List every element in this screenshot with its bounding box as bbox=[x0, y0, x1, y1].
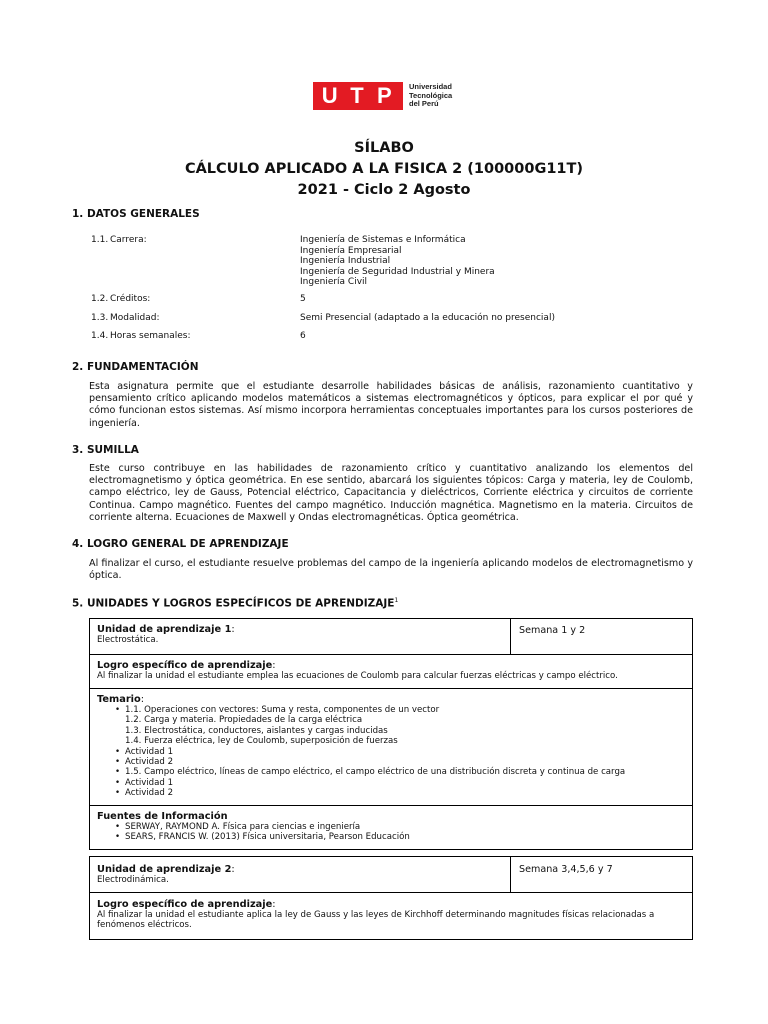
unit-1-fuentes-list bbox=[97, 822, 685, 843]
bullet-icon: • bbox=[115, 777, 121, 788]
section-heading-logro-general: 4. LOGRO GENERAL DE APRENDIZAJE bbox=[72, 538, 289, 550]
row-value: Ingeniería de Sistemas e Informática bbox=[300, 235, 466, 245]
row-number: 1.4. bbox=[91, 331, 109, 341]
temario-item-text: 1.4. Fuerza eléctrica, ley de Coulomb, superposición de fuerzas bbox=[125, 736, 398, 747]
bullet-icon: • bbox=[115, 757, 121, 768]
unit-2-divider bbox=[510, 857, 511, 892]
unit-1-fuentes-cell bbox=[90, 805, 692, 850]
unit-1-fuentes-label: Fuentes de Información bbox=[97, 811, 228, 822]
bullet-icon: • bbox=[115, 822, 121, 832]
bullet-icon: • bbox=[115, 746, 121, 757]
row-label: Créditos: bbox=[110, 294, 151, 304]
row-value-list bbox=[300, 235, 495, 288]
unit-1-logro-label-text: Logro específico de aprendizaje bbox=[97, 660, 273, 671]
unit-1-logro-label: Logro específico de aprendizaje: bbox=[97, 660, 276, 671]
fuente-item-text: SERWAY, RAYMOND A. Física para ciencias e ingeniería bbox=[125, 822, 361, 832]
unit-2-logro-cell bbox=[90, 892, 692, 940]
logo-box bbox=[313, 82, 403, 110]
unit-1-logro-cell bbox=[90, 654, 692, 688]
logo-letter-t: T bbox=[350, 83, 366, 108]
temario-item-text: Actividad 1 bbox=[125, 746, 174, 757]
section-heading-text: 5. UNIDADES Y LOGROS ESPECÍFICOS DE APRENDIZAJE bbox=[72, 597, 395, 610]
temario-item-text: 1.5. Campo eléctrico, líneas de campo eléctrico, el campo eléctrico de una distribución discreta y continua de carga bbox=[125, 767, 626, 778]
unit-2-label: Unidad de aprendizaje 2: bbox=[97, 864, 235, 875]
temario-item bbox=[97, 778, 685, 788]
logo-text-line: del Perú bbox=[409, 99, 439, 109]
temario-item bbox=[97, 715, 685, 725]
unit-1-table bbox=[89, 618, 693, 850]
title-line-1: SÍLABO bbox=[354, 140, 414, 156]
temario-item bbox=[97, 705, 685, 715]
unit-2-header bbox=[97, 864, 235, 885]
temario-item bbox=[97, 736, 685, 746]
row-value: 5 bbox=[300, 294, 306, 304]
unit-1-temario-list bbox=[97, 705, 685, 799]
logo-text bbox=[409, 83, 452, 109]
unit-1-name: Electrostática. bbox=[97, 635, 159, 645]
title-line-3: 2021 - Ciclo 2 Agosto bbox=[297, 182, 471, 198]
unit-1-label-text: Unidad de aprendizaje 1 bbox=[97, 624, 232, 635]
row-value: Semi Presencial (adaptado a la educación no presencial) bbox=[300, 313, 555, 323]
row-number: 1.1. bbox=[91, 235, 109, 245]
bullet-icon: • bbox=[115, 767, 121, 778]
fuente-item bbox=[97, 822, 685, 832]
temario-item bbox=[97, 767, 685, 777]
bullet-icon: • bbox=[115, 705, 121, 715]
bullet-icon: • bbox=[115, 832, 121, 843]
temario-item-text: 1.3. Electrostática, conductores, aislantes y cargas inducidas bbox=[125, 725, 388, 736]
section-heading-datos-generales: 1. DATOS GENERALES bbox=[72, 208, 200, 220]
row-value: 6 bbox=[300, 331, 306, 341]
unit-1-temario-label: Temario: bbox=[97, 694, 145, 705]
section-heading-fundamentacion: 2. FUNDAMENTACIÓN bbox=[72, 361, 199, 373]
unit-2-logro-label-text: Logro específico de aprendizaje bbox=[97, 899, 273, 910]
fuente-item-text: SEARS, FRANCIS W. (2013) Física universitaria, Pearson Educación bbox=[125, 832, 410, 843]
logo-text-line: Tecnológica bbox=[409, 90, 453, 100]
row-number: 1.3. bbox=[91, 313, 109, 323]
temario-item bbox=[97, 726, 685, 736]
row-value: Ingeniería Civil bbox=[300, 277, 368, 287]
section-heading-sumilla: 3. SUMILLA bbox=[72, 444, 139, 456]
unit-1-temario-cell bbox=[90, 688, 692, 805]
row-value: Ingeniería de Seguridad Industrial y Minera bbox=[300, 266, 495, 277]
bullet-icon: • bbox=[115, 788, 121, 799]
row-number: 1.2. bbox=[91, 294, 109, 304]
fundamentacion-text: Esta asignatura permite que el estudiante desarrolle habilidades básicas de análisis, razonamiento cuantitativo y pensamiento crítico aplicando modelos matemáticos a sistemas electromagnéticos y ópticos, para explicar el por qué y cómo funcionan estos sistemas. Así mismo incorpora herramientas conceptuales importantes para los cursos posteriores de ingeniería. bbox=[89, 381, 693, 429]
unit-2-weeks: Semana 3,4,5,6 y 7 bbox=[519, 864, 613, 875]
title-line-2: CÁLCULO APLICADO A LA FISICA 2 (100000G11T) bbox=[184, 161, 584, 177]
unit-2-logro-text: Al finalizar la unidad el estudiante aplica la ley de Gauss y las leyes de Kirchhoff determinando magnitudes físicas relacionadas a fenómenos eléctricos. bbox=[97, 910, 655, 931]
logo-letter-p: P bbox=[376, 83, 394, 108]
document-title bbox=[0, 138, 768, 201]
unit-1-divider bbox=[510, 619, 511, 654]
temario-item-text: Actividad 2 bbox=[125, 788, 174, 799]
unit-2-table bbox=[89, 856, 693, 940]
logro-general-text: Al finalizar el curso, el estudiante resuelve problemas del campo de la ingeniería aplicando modelos de electromagnetismo y óptica. bbox=[89, 558, 693, 582]
section-heading-unidades bbox=[72, 597, 398, 610]
footnote-mark: 1 bbox=[394, 597, 399, 604]
row-label: Horas semanales: bbox=[110, 331, 191, 341]
unit-2-logro-label: Logro específico de aprendizaje: bbox=[97, 899, 276, 910]
utp-logo bbox=[313, 82, 452, 110]
temario-item bbox=[97, 747, 685, 757]
temario-item bbox=[97, 757, 685, 767]
temario-item bbox=[97, 788, 685, 798]
row-label: Carrera: bbox=[110, 235, 147, 245]
unit-1-weeks: Semana 1 y 2 bbox=[519, 625, 586, 636]
unit-1-temario-label-text: Temario bbox=[97, 694, 141, 705]
unit-1-header bbox=[97, 624, 235, 645]
row-value: Ingeniería Industrial bbox=[300, 256, 391, 266]
logo-letter-u: U bbox=[321, 83, 340, 108]
sumilla-text: Este curso contribuye en las habilidades de razonamiento crítico y cuantitativo analizando los elementos del electromagnetismo y óptica geométrica. En ese sentido, abarcará los siguientes tópicos: Carga y materia, ley de Coulomb, campo eléctrico, ley de Gauss, Potencial eléctrico, Capacitancia y dieléctricos, Corriente eléctrica y circuitos de corriente Continua. Campo magnético. Fuentes del campo magnético. Inducción magnética. Magnetismo en la materia. Circuitos de corriente alterna. Ecuaciones de Maxwell y Ondas electromagnéticas. Óptica geométrica. bbox=[89, 463, 693, 523]
logo-text-line: Universidad bbox=[409, 82, 452, 92]
temario-item-text: 1.1. Operaciones con vectores: Suma y resta, componentes de un vector bbox=[125, 705, 440, 715]
unit-2-name: Electrodinámica. bbox=[97, 875, 169, 885]
temario-item-text: 1.2. Carga y materia. Propiedades de la carga eléctrica bbox=[125, 715, 363, 726]
unit-1-label: Unidad de aprendizaje 1: bbox=[97, 624, 235, 635]
row-value: Ingeniería Empresarial bbox=[300, 245, 402, 256]
temario-item-text: Actividad 1 bbox=[125, 777, 174, 788]
unit-2-label-text: Unidad de aprendizaje 2 bbox=[97, 864, 232, 875]
row-label: Modalidad: bbox=[110, 313, 160, 323]
unit-1-logro-text: Al finalizar la unidad el estudiante emplea las ecuaciones de Coulomb para calcular fuerzas eléctricas y campo eléctrico. bbox=[97, 671, 618, 681]
temario-item-text: Actividad 2 bbox=[125, 757, 174, 768]
fuente-item bbox=[97, 832, 685, 842]
